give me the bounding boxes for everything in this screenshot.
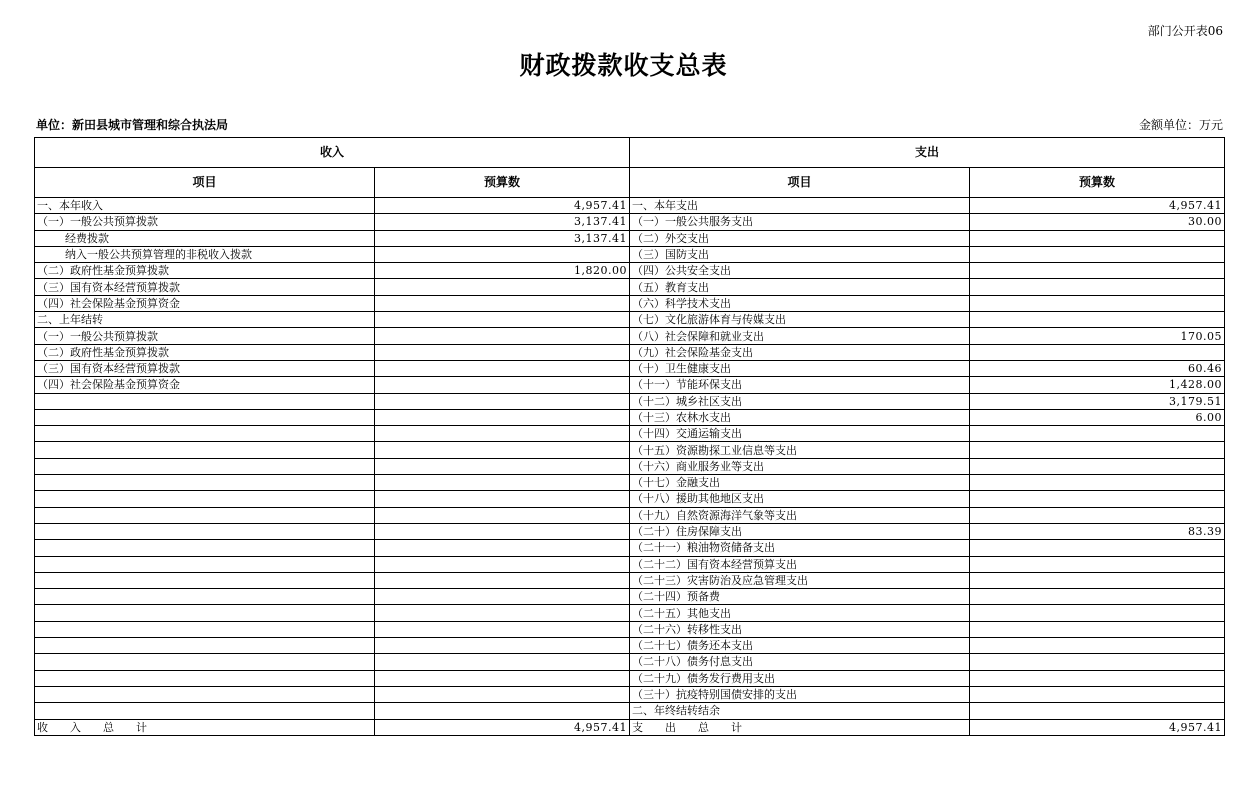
budget-summary-table xyxy=(34,137,1225,736)
expense-item-cell: （十五）资源勘探工业信息等支出 xyxy=(630,442,970,458)
expense-amount-cell xyxy=(970,279,1225,295)
income-amount-cell xyxy=(375,377,630,393)
table-row xyxy=(35,475,1225,491)
table-row xyxy=(35,246,1225,262)
table-row xyxy=(35,638,1225,654)
income-amount-cell xyxy=(375,442,630,458)
expense-amount-cell xyxy=(970,605,1225,621)
income-amount-cell xyxy=(375,654,630,670)
income-item-cell xyxy=(35,638,375,654)
income-amount-cell xyxy=(375,491,630,507)
income-amount-cell xyxy=(375,475,630,491)
income-item-cell: （四）社会保险基金预算资金 xyxy=(35,377,375,393)
table-row xyxy=(35,703,1225,719)
income-item-cell: （二）政府性基金预算拨款 xyxy=(35,344,375,360)
expense-item-cell: （六）科学技术支出 xyxy=(630,295,970,311)
expense-amount-cell xyxy=(970,263,1225,279)
income-amount-cell xyxy=(375,605,630,621)
income-item-cell xyxy=(35,426,375,442)
expense-amount-cell xyxy=(970,638,1225,654)
expense-amount-cell xyxy=(970,654,1225,670)
income-item-cell: 二、上年结转 xyxy=(35,312,375,328)
expense-total-label: 支 出 总 计 xyxy=(630,719,970,735)
table-row xyxy=(35,230,1225,246)
expense-item-cell: （三）国防支出 xyxy=(630,246,970,262)
expense-amount-cell xyxy=(970,540,1225,556)
expense-item-cell: （五）教育支出 xyxy=(630,279,970,295)
table-row xyxy=(35,686,1225,702)
income-amount-cell xyxy=(375,670,630,686)
income-item-cell xyxy=(35,523,375,539)
expense-item-cell: （二十三）灾害防治及应急管理支出 xyxy=(630,572,970,588)
expense-amount-cell: 60.46 xyxy=(970,360,1225,376)
income-item-cell: （四）社会保险基金预算资金 xyxy=(35,295,375,311)
table-row xyxy=(35,344,1225,360)
expense-amount-cell xyxy=(970,442,1225,458)
table-row xyxy=(35,458,1225,474)
income-amount-cell: 3,137.41 xyxy=(375,214,630,230)
table-row xyxy=(35,572,1225,588)
income-item-cell xyxy=(35,458,375,474)
expense-item-cell: （三十）抗疫特别国债安排的支出 xyxy=(630,686,970,702)
income-amount-cell xyxy=(375,507,630,523)
income-amount-cell xyxy=(375,572,630,588)
income-amount-cell xyxy=(375,589,630,605)
income-amount-cell xyxy=(375,344,630,360)
expense-amount-cell xyxy=(970,295,1225,311)
expense-item-cell: （十一）节能环保支出 xyxy=(630,377,970,393)
income-item-cell xyxy=(35,491,375,507)
expense-item-cell: （二十一）粮油物资储备支出 xyxy=(630,540,970,556)
table-row xyxy=(35,426,1225,442)
expense-amount-cell xyxy=(970,572,1225,588)
income-item-cell xyxy=(35,572,375,588)
table-row xyxy=(35,523,1225,539)
expense-item-cell: （十二）城乡社区支出 xyxy=(630,393,970,409)
income-item-cell xyxy=(35,409,375,425)
table-row xyxy=(35,621,1225,637)
income-item-cell xyxy=(35,589,375,605)
expense-item-cell: （十）卫生健康支出 xyxy=(630,360,970,376)
income-item-cell xyxy=(35,605,375,621)
table-body xyxy=(35,198,1225,720)
expense-item-cell: （八）社会保障和就业支出 xyxy=(630,328,970,344)
expense-item-cell: （十八）援助其他地区支出 xyxy=(630,491,970,507)
expense-amount-cell: 170.05 xyxy=(970,328,1225,344)
expense-item-cell: （一）一般公共服务支出 xyxy=(630,214,970,230)
income-item-cell: （一）一般公共预算拨款 xyxy=(35,214,375,230)
table-row xyxy=(35,312,1225,328)
table-row xyxy=(35,556,1225,572)
income-amount-cell xyxy=(375,703,630,719)
expense-item-cell: （十七）金融支出 xyxy=(630,475,970,491)
expense-amount-cell xyxy=(970,458,1225,474)
table-row xyxy=(35,377,1225,393)
table-row xyxy=(35,360,1225,376)
income-item-cell xyxy=(35,621,375,637)
income-item-cell: 纳入一般公共预算管理的非税收入拨款 xyxy=(35,246,375,262)
table-number-label: 部门公开表06 xyxy=(1147,24,1223,38)
expense-amount-cell xyxy=(970,703,1225,719)
expense-amount-cell xyxy=(970,670,1225,686)
table-row xyxy=(35,393,1225,409)
expense-item-cell: （二）外交支出 xyxy=(630,230,970,246)
expense-item-cell: （十三）农林水支出 xyxy=(630,409,970,425)
expense-budget-header: 预算数 xyxy=(970,168,1225,198)
table-row xyxy=(35,540,1225,556)
expense-item-cell: （十四）交通运输支出 xyxy=(630,426,970,442)
expense-item-cell: （七）文化旅游体育与传媒支出 xyxy=(630,312,970,328)
table-row xyxy=(35,654,1225,670)
expense-amount-cell xyxy=(970,686,1225,702)
income-item-cell xyxy=(35,540,375,556)
income-item-cell xyxy=(35,442,375,458)
income-amount-cell xyxy=(375,556,630,572)
expense-item-cell: （十六）商业服务业等支出 xyxy=(630,458,970,474)
income-item-cell xyxy=(35,654,375,670)
income-amount-cell xyxy=(375,279,630,295)
income-item-cell xyxy=(35,556,375,572)
income-item-cell xyxy=(35,686,375,702)
income-amount-cell xyxy=(375,246,630,262)
income-item-cell: （二）政府性基金预算拨款 xyxy=(35,263,375,279)
table-row xyxy=(35,295,1225,311)
table-row xyxy=(35,279,1225,295)
income-item-cell: （一）一般公共预算拨款 xyxy=(35,328,375,344)
table-row xyxy=(35,263,1225,279)
expense-amount-cell xyxy=(970,246,1225,262)
expense-amount-cell: 1,428.00 xyxy=(970,377,1225,393)
income-budget-header: 预算数 xyxy=(375,168,630,198)
expense-item-cell: （四）公共安全支出 xyxy=(630,263,970,279)
income-amount-cell xyxy=(375,312,630,328)
expense-amount-cell xyxy=(970,230,1225,246)
income-amount-cell xyxy=(375,686,630,702)
income-amount-cell xyxy=(375,458,630,474)
expense-amount-cell xyxy=(970,589,1225,605)
table-row xyxy=(35,214,1225,230)
expense-amount-cell: 83.39 xyxy=(970,523,1225,539)
expense-item-cell: （二十五）其他支出 xyxy=(630,605,970,621)
income-amount-cell: 4,957.41 xyxy=(375,198,630,214)
expense-amount-cell: 4,957.41 xyxy=(970,198,1225,214)
income-item-cell: 一、本年收入 xyxy=(35,198,375,214)
expense-item-header: 项目 xyxy=(630,168,970,198)
table-row xyxy=(35,328,1225,344)
income-amount-cell: 1,820.00 xyxy=(375,263,630,279)
table-row xyxy=(35,670,1225,686)
income-total-label: 收 入 总 计 xyxy=(35,719,375,735)
expense-item-cell: （十九）自然资源海洋气象等支出 xyxy=(630,507,970,523)
expense-total-amount: 4,957.41 xyxy=(970,719,1225,735)
table-row xyxy=(35,589,1225,605)
expense-item-cell: （二十七）债务还本支出 xyxy=(630,638,970,654)
income-item-cell: （三）国有资本经营预算拨款 xyxy=(35,360,375,376)
expense-item-cell: （九）社会保险基金支出 xyxy=(630,344,970,360)
income-item-cell xyxy=(35,475,375,491)
income-amount-cell xyxy=(375,393,630,409)
income-amount-cell xyxy=(375,426,630,442)
income-header: 收入 xyxy=(35,138,630,168)
income-item-cell xyxy=(35,703,375,719)
expense-header: 支出 xyxy=(630,138,1225,168)
expense-amount-cell xyxy=(970,621,1225,637)
expense-item-cell: （二十）住房保障支出 xyxy=(630,523,970,539)
expense-amount-cell xyxy=(970,426,1225,442)
income-amount-cell: 3,137.41 xyxy=(375,230,630,246)
income-item-cell: （三）国有资本经营预算拨款 xyxy=(35,279,375,295)
income-amount-cell xyxy=(375,540,630,556)
income-item-cell xyxy=(35,393,375,409)
expense-item-cell: （二十九）债务发行费用支出 xyxy=(630,670,970,686)
table-row xyxy=(35,409,1225,425)
page-title: 财政拨款收支总表 xyxy=(519,51,728,80)
expense-amount-cell: 6.00 xyxy=(970,409,1225,425)
income-amount-cell xyxy=(375,360,630,376)
expense-amount-cell xyxy=(970,556,1225,572)
income-total-amount: 4,957.41 xyxy=(375,719,630,735)
expense-amount-cell xyxy=(970,344,1225,360)
expense-item-cell: （二十六）转移性支出 xyxy=(630,621,970,637)
table-row xyxy=(35,507,1225,523)
income-item-cell xyxy=(35,507,375,523)
income-item-header: 项目 xyxy=(35,168,375,198)
expense-amount-cell xyxy=(970,312,1225,328)
income-item-cell xyxy=(35,670,375,686)
totals-row xyxy=(35,719,1225,735)
table-row xyxy=(35,491,1225,507)
expense-item-cell: （二十二）国有资本经营预算支出 xyxy=(630,556,970,572)
expense-item-cell: （二十四）预备费 xyxy=(630,589,970,605)
income-amount-cell xyxy=(375,523,630,539)
expense-item-cell: （二十八）债务付息支出 xyxy=(630,654,970,670)
unit-label: 单位：新田县城市管理和综合执法局 xyxy=(36,118,229,132)
income-amount-cell xyxy=(375,409,630,425)
income-amount-cell xyxy=(375,295,630,311)
table-row xyxy=(35,198,1225,214)
income-amount-cell xyxy=(375,638,630,654)
expense-amount-cell: 30.00 xyxy=(970,214,1225,230)
expense-amount-cell: 3,179.51 xyxy=(970,393,1225,409)
currency-unit-label: 金额单位：万元 xyxy=(1138,118,1223,132)
income-amount-cell xyxy=(375,621,630,637)
income-item-cell: 经费拨款 xyxy=(35,230,375,246)
expense-amount-cell xyxy=(970,475,1225,491)
expense-amount-cell xyxy=(970,507,1225,523)
expense-item-cell: 二、年终结转结余 xyxy=(630,703,970,719)
table-row xyxy=(35,605,1225,621)
table-row xyxy=(35,442,1225,458)
income-amount-cell xyxy=(375,328,630,344)
expense-item-cell: 一、本年支出 xyxy=(630,198,970,214)
expense-amount-cell xyxy=(970,491,1225,507)
